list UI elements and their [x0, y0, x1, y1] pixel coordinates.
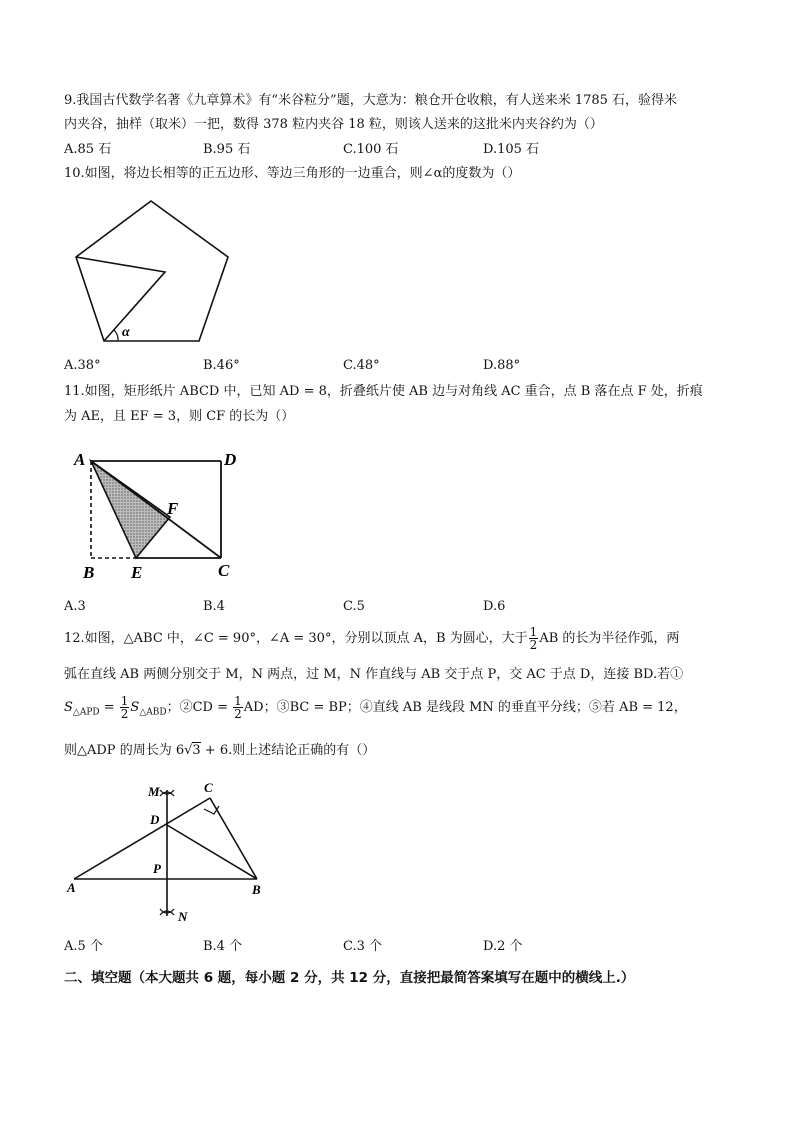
q12-text-line2: 弧在直线 AB 两侧分别交于 M，N 两点，过 M，N 作直线与 AB 交于点 P，交 AC 于点 D，连接 BD.若① — [64, 667, 684, 682]
fraction-half-3 — [233, 695, 243, 720]
q11-option-c[interactable]: C.5 — [343, 599, 365, 614]
fraction-num: 1 — [529, 625, 538, 639]
fraction-half-2 — [120, 695, 130, 720]
q11-option-b[interactable]: B.4 — [203, 599, 225, 614]
q10-option-a[interactable]: A.38° — [64, 358, 101, 373]
q12-text-line3 — [64, 694, 687, 727]
label-a: A — [67, 880, 76, 895]
q9-option-b[interactable]: B.95 石 — [203, 142, 251, 157]
label-f: F — [167, 499, 179, 518]
q12-text-line4 — [64, 742, 375, 760]
q9-text-line2: 内夹谷，抽样（取米）一把，数得 378 粒内夹谷 18 粒，则该人送来的这批米内夹谷约为（） — [64, 117, 603, 132]
q12-line4-start: 则△ADP 的周长为 6 — [64, 743, 185, 758]
q12-line3-mid: ；②CD = — [166, 700, 233, 715]
q9-text-line1: 9.我国古代数学名著《九章算术》有“米谷粒分”题，大意为：粮仓开仓收粮，有人送来米 1785 石，验得米 — [64, 93, 678, 108]
q9-option-c[interactable]: C.100 石 — [343, 142, 399, 157]
label-e: E — [131, 563, 143, 582]
q12-line1-end: AB 的长为半径作弧，两 — [539, 631, 680, 646]
label-n: N — [178, 909, 188, 924]
label-d: D — [150, 812, 160, 827]
right-angle-mark — [204, 806, 219, 814]
label-m: M — [148, 784, 160, 799]
q12-option-d[interactable]: D.2 个 — [483, 939, 523, 954]
label-c: C — [204, 780, 213, 795]
pentagon-shape — [76, 201, 228, 341]
s-subscript-apd: △APD — [72, 707, 100, 718]
label-b: B — [252, 882, 261, 897]
segment-db — [167, 825, 257, 879]
diagonal-ac — [91, 461, 221, 558]
q12-line3-rest: AD；③BC = BP；④直线 AB 是线段 MN 的垂直平分线；⑤若 AB = 12， — [243, 700, 687, 715]
angle-arc — [114, 330, 118, 341]
q11-rectangle-figure — [64, 440, 249, 585]
label-d: D — [224, 450, 237, 469]
s-symbol: S — [64, 700, 73, 715]
fraction-den: 2 — [529, 638, 538, 652]
folded-triangle — [91, 461, 170, 558]
q12-triangle-figure — [64, 776, 274, 926]
sqrt-radicand: 3 — [192, 743, 201, 758]
s-symbol: S — [130, 700, 140, 715]
q12-line4-end: + 6.则上述结论正确的有（） — [200, 743, 376, 758]
q10-text: 10.如图，将边长相等的正五边形、等边三角形的一边重合，则∠α的度数为（） — [64, 166, 521, 181]
q12-line1-start: 12.如图，△ABC 中，∠C = 90°，∠A = 30°，分别以顶点 A，B 为圆心，大于 — [64, 631, 528, 646]
angle-alpha-label: α — [122, 325, 130, 340]
label-c: C — [218, 561, 230, 580]
q11-option-a[interactable]: A.3 — [64, 599, 86, 614]
s-subscript-abd: △ABD — [139, 707, 167, 718]
q9-option-d[interactable]: D.105 石 — [483, 142, 540, 157]
equals: = — [99, 700, 119, 715]
q10-option-c[interactable]: C.48° — [343, 358, 380, 373]
q10-option-b[interactable]: B.46° — [203, 358, 240, 373]
q11-text-line1: 11.如图，矩形纸片 ABCD 中，已知 AD = 8，折叠纸片使 AB 边与对角线 AC 重合，点 B 落在点 F 处，折痕 — [64, 384, 703, 399]
q11-text-line2: 为 AE，且 EF = 3，则 CF 的长为（） — [64, 409, 295, 424]
label-p: P — [153, 861, 161, 876]
q12-option-b[interactable]: B.4 个 — [203, 939, 243, 954]
q12-text-line1 — [64, 625, 679, 653]
fraction-num: 1 — [234, 694, 242, 708]
fraction-den: 2 — [234, 707, 242, 721]
q10-option-d[interactable]: D.88° — [483, 358, 521, 373]
fraction-half — [529, 626, 539, 651]
q10-pentagon-figure — [64, 195, 234, 347]
label-a: A — [74, 450, 86, 469]
fraction-den: 2 — [120, 707, 129, 721]
sqrt-symbol: √ — [184, 743, 193, 758]
q12-option-c[interactable]: C.3 个 — [343, 939, 383, 954]
q11-option-d[interactable]: D.6 — [483, 599, 506, 614]
q9-option-a[interactable]: A.85 石 — [64, 142, 112, 157]
section-2-heading: 二、填空题（本大题共 6 题，每小题 2 分，共 12 分，直接把最简答案填写在题中的横线上.） — [64, 970, 635, 986]
q12-option-a[interactable]: A.5 个 — [64, 939, 103, 954]
label-b: B — [83, 563, 95, 582]
fraction-num: 1 — [120, 694, 129, 708]
